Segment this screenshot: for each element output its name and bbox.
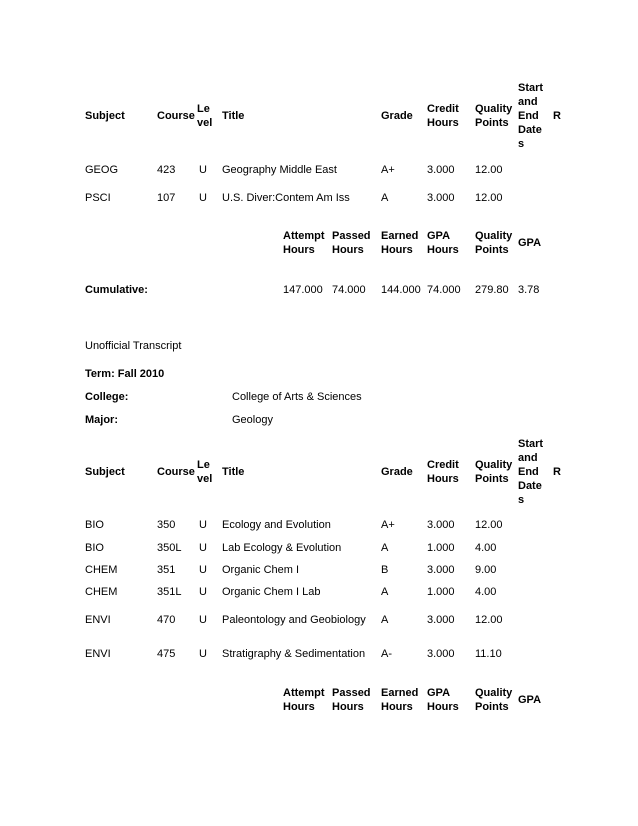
grade-header: Grade	[381, 110, 413, 122]
subject-cell: BIO	[85, 542, 104, 554]
subject-cell: CHEM	[85, 564, 118, 576]
credit-header-line1: Credit	[427, 459, 459, 471]
level-cell: U	[199, 648, 207, 660]
college-label: College:	[85, 391, 129, 403]
quality-cell: 4.00	[475, 542, 497, 554]
quality-points-header-line1: Quality	[475, 230, 513, 242]
gpa-header: GPA	[518, 237, 542, 249]
major-value: Geology	[232, 414, 273, 426]
credit-cell: 3.000	[427, 519, 455, 531]
grade-cell: A	[381, 542, 389, 554]
passed-header-line2: Hours	[332, 701, 364, 713]
dates-header-line2: and	[518, 452, 538, 464]
quality-cell: 11.10	[475, 648, 502, 660]
quality-cell: 9.00	[475, 564, 497, 576]
grade-cell: A+	[381, 164, 395, 176]
quality-header-line1: Quality	[475, 459, 513, 471]
course-cell: 351	[157, 564, 176, 576]
title-cell: Organic Chem I	[222, 564, 300, 576]
course-cell: 107	[157, 192, 176, 204]
dates-header-line1: Start	[518, 82, 544, 94]
credit-cell: 3.000	[427, 164, 455, 176]
title-header: Title	[222, 110, 245, 122]
subject-cell: CHEM	[85, 586, 118, 598]
title-header: Title	[222, 466, 245, 478]
passed-header-line2: Hours	[332, 244, 364, 256]
transcript-label: Unofficial Transcript	[85, 340, 182, 352]
dates-header-line1: Start	[518, 438, 544, 450]
subject-cell: GEOG	[85, 164, 119, 176]
gpa-header: GPA	[518, 694, 542, 706]
level-cell: U	[199, 586, 207, 598]
level-cell: U	[199, 192, 207, 204]
quality-cell: 12.00	[475, 164, 503, 176]
dates-header-line5: s	[518, 494, 525, 506]
earned-header-line2: Hours	[381, 244, 413, 256]
dates-header-line3: End	[518, 110, 539, 122]
subject-cell: ENVI	[85, 648, 111, 660]
quality-points-header-line2: Points	[475, 244, 509, 256]
course-cell: 475	[157, 648, 176, 660]
college-value: College of Arts & Sciences	[232, 391, 362, 403]
credit-header-line2: Hours	[427, 473, 459, 485]
level-header-line1: Le	[197, 459, 210, 471]
course-header: Course	[157, 466, 195, 478]
title-cell: Ecology and Evolution	[222, 519, 331, 531]
passed-header-line1: Passed	[332, 230, 371, 242]
course-header: Course	[157, 110, 195, 122]
gpa-hours-header-line1: GPA	[427, 687, 451, 699]
title-cell: Stratigraphy & Sedimentation	[222, 648, 366, 660]
grade-cell: A+	[381, 519, 395, 531]
subject-header: Subject	[85, 466, 125, 478]
level-cell: U	[199, 564, 207, 576]
level-cell: U	[199, 614, 207, 626]
level-header-line2: vel	[197, 117, 213, 129]
credit-cell: 3.000	[427, 564, 455, 576]
course-cell: 350	[157, 519, 176, 531]
quality-cell: 4.00	[475, 586, 497, 598]
earned-hours-value: 144.000	[381, 284, 421, 296]
quality-header-line2: Points	[475, 117, 509, 129]
dates-header-line4: Date	[518, 480, 542, 492]
r-header: R	[553, 110, 561, 122]
cumulative-label: Cumulative:	[85, 284, 148, 296]
title-cell: Paleontology and Geobiology	[222, 614, 366, 626]
dates-header-line3: End	[518, 466, 539, 478]
r-header: R	[553, 466, 561, 478]
subject-header: Subject	[85, 110, 125, 122]
quality-points-header-line1: Quality	[475, 687, 513, 699]
title-cell: Geography Middle East	[222, 164, 337, 176]
passed-header-line1: Passed	[332, 687, 371, 699]
quality-cell: 12.00	[475, 519, 503, 531]
major-label: Major:	[85, 414, 118, 426]
dates-header-line5: s	[518, 138, 525, 150]
gpa-hours-header-line1: GPA	[427, 230, 451, 242]
gpa-hours-header-line2: Hours	[427, 701, 459, 713]
title-cell: U.S. Diver:Contem Am Iss	[222, 192, 350, 204]
quality-points-header-line2: Points	[475, 701, 509, 713]
subject-cell: PSCI	[85, 192, 111, 204]
subject-cell: BIO	[85, 519, 104, 531]
credit-cell: 1.000	[427, 586, 455, 598]
earned-header-line2: Hours	[381, 701, 413, 713]
title-cell: Lab Ecology & Evolution	[222, 542, 342, 554]
quality-header-line2: Points	[475, 473, 509, 485]
quality-header-line1: Quality	[475, 103, 513, 115]
course-cell: 470	[157, 614, 176, 626]
gpa-hours-header-line2: Hours	[427, 244, 459, 256]
attempt-header-line1: Attempt	[283, 687, 325, 699]
dates-header-line4: Date	[518, 124, 542, 136]
level-cell: U	[199, 164, 207, 176]
quality-points-value: 279.80	[475, 284, 509, 296]
gpa-hours-value: 74.000	[427, 284, 461, 296]
credit-cell: 3.000	[427, 192, 455, 204]
attempt-header-line2: Hours	[283, 701, 315, 713]
level-header-line2: vel	[197, 473, 213, 485]
attempt-hours-value: 147.000	[283, 284, 323, 296]
subject-cell: ENVI	[85, 614, 111, 626]
term-label: Term: Fall 2010	[85, 368, 165, 380]
quality-cell: 12.00	[475, 192, 503, 204]
grade-cell: A-	[381, 648, 392, 660]
earned-header-line1: Earned	[381, 687, 419, 699]
course-cell: 423	[157, 164, 176, 176]
grade-cell: A	[381, 192, 389, 204]
attempt-header-line1: Attempt	[283, 230, 325, 242]
grade-cell: A	[381, 614, 389, 626]
level-cell: U	[199, 519, 207, 531]
grade-cell: B	[381, 564, 389, 576]
passed-hours-value: 74.000	[332, 284, 366, 296]
level-header-line1: Le	[197, 103, 210, 115]
level-cell: U	[199, 542, 207, 554]
course-cell: 350L	[157, 542, 182, 554]
course-cell: 351L	[157, 586, 182, 598]
quality-cell: 12.00	[475, 614, 503, 626]
credit-header-line2: Hours	[427, 117, 459, 129]
dates-header-line2: and	[518, 96, 538, 108]
grade-cell: A	[381, 586, 389, 598]
credit-header-line1: Credit	[427, 103, 459, 115]
grade-header: Grade	[381, 466, 413, 478]
earned-header-line1: Earned	[381, 230, 419, 242]
credit-cell: 1.000	[427, 542, 455, 554]
credit-cell: 3.000	[427, 614, 455, 626]
gpa-value: 3.78	[518, 284, 540, 296]
credit-cell: 3.000	[427, 648, 455, 660]
title-cell: Organic Chem I Lab	[222, 586, 321, 598]
attempt-header-line2: Hours	[283, 244, 315, 256]
